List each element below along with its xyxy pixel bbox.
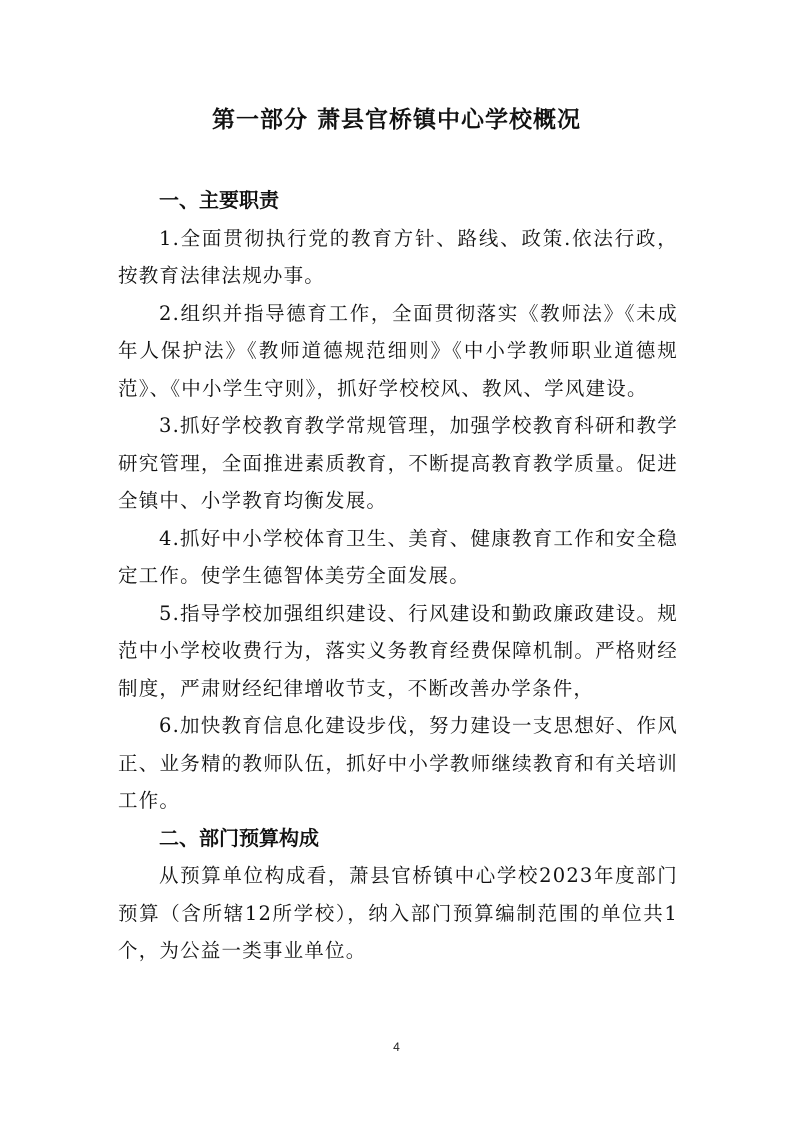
duty-paragraph-6: 6.加快教育信息化建设步伐，努力建设一支思想好、作风正、业务精的教师队伍，抓好中小学教师继续教育和有关培训工作。 (118, 714, 678, 812)
page-title: 第一部分 萧县官桥镇中心学校概况 (211, 107, 581, 133)
section-budget-composition (118, 820, 678, 970)
duty-paragraph-4: 4.抓好中小学校体育卫生、美育、健康教育工作和安全稳定工作。使学生德智体美劳全面发展。 (118, 526, 678, 587)
page-number: 4 (393, 1040, 400, 1054)
duty-paragraph-2: 2.组织并指导德育工作，全面贯彻落实《教师法》《未成年人保护法》《教师道德规范细则》《中小学教师职业道德规范》、《中小学生守则》，抓好学校校风、教风、学风建设。 (118, 301, 678, 400)
duty-paragraph-5: 5.指导学校加强组织建设、行风建设和勤政廉政建设。规范中小学校收费行为，落实义务教育经费保障机制。严格财经制度，严肃财经纪律增收节支，不断改善办学条件， (118, 601, 678, 700)
section-heading-main-duties: 一、主要职责 (159, 188, 279, 212)
budget-paragraph-1: 从预算单位构成看，萧县官桥镇中心学校2023年度部门预算（含所辖12所学校），纳入部门预算编制范围的单位共1个，为公益一类事业单位。 (118, 864, 678, 962)
section-main-duties (118, 182, 678, 820)
duty-paragraph-3: 3.抓好学校教育教学常规管理，加强学校教育科研和教学研究管理，全面推进素质教育，不断提高教育教学质量。促进全镇中、小学教育均衡发展。 (118, 414, 678, 512)
document-body (118, 182, 678, 970)
duty-paragraph-1: 1.全面贯彻执行党的教育方针、路线、政策.依法行政，按教育法律法规办事。 (118, 226, 678, 287)
section-heading-budget-composition: 二、部门预算构成 (159, 825, 319, 850)
